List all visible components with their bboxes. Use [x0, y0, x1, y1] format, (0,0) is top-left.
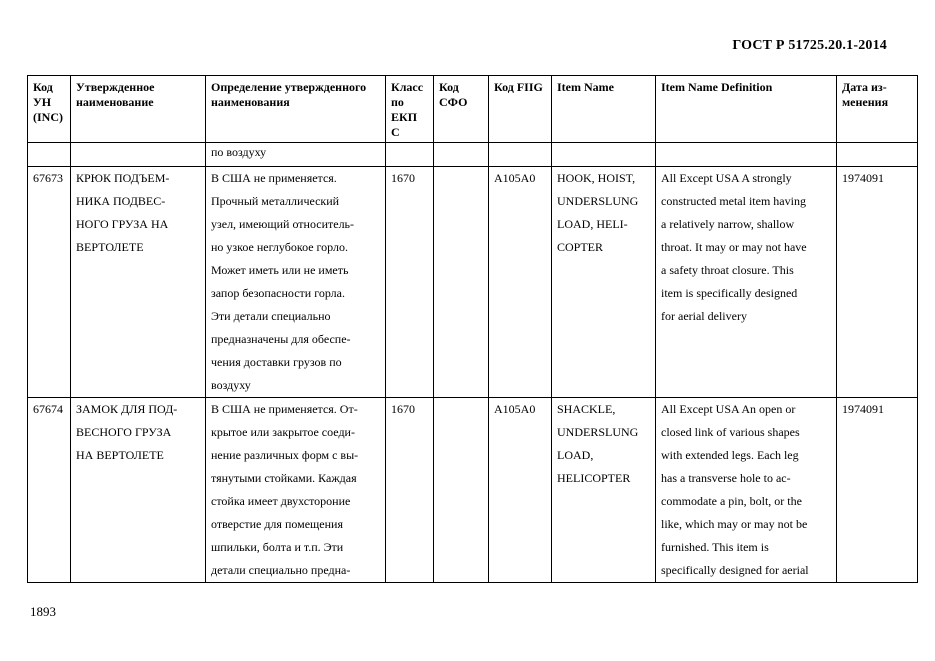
cell-line: Эти детали специально — [211, 309, 331, 323]
page-number: 1893 — [30, 604, 56, 619]
cell-line: has a transverse hole to ac- — [661, 471, 791, 485]
cell-line: LOAD, — [557, 448, 594, 462]
cell-line: ВЕСНОГО ГРУЗА — [76, 425, 172, 439]
cell-line: В США не применяется. — [211, 171, 337, 185]
cell-definition — [206, 398, 386, 583]
cell-fiig-code: A105A0 — [489, 167, 552, 398]
cell-line: стойка имеет двухстороние — [211, 494, 351, 508]
table-cell — [837, 143, 918, 167]
cell-line: ВЕРТОЛЕТЕ — [76, 240, 144, 254]
header-ekps-class: Класс по ЕКП С — [386, 76, 434, 143]
cell-line: В США не применяется. От- — [211, 402, 358, 416]
cell-line: LOAD, HELI- — [557, 217, 628, 231]
table-row — [28, 167, 918, 398]
cell-ekps-class: 1670 — [386, 167, 434, 398]
cell-line: чения доставки грузов по — [211, 355, 342, 369]
cell-change-date: 1974091 — [837, 167, 918, 398]
document-standard-number: ГОСТ Р 51725.20.1-2014 — [732, 38, 887, 53]
cell-sfo-code — [434, 398, 489, 583]
cell-line: commodate a pin, bolt, or the — [661, 494, 802, 508]
cell-line: шпильки, болта и т.п. Эти — [211, 540, 344, 554]
cell-line: КРЮК ПОДЪЕМ- — [76, 171, 170, 185]
cell-line: запор безопасности горла. — [211, 286, 345, 300]
header-approved-name: Утвержденное наименование — [71, 76, 206, 143]
table-cell — [386, 143, 434, 167]
cell-line: НОГО ГРУЗА НА — [76, 217, 169, 231]
cell-fiig-code: A105A0 — [489, 398, 552, 583]
cell-line: крытое или закрытое соеди- — [211, 425, 355, 439]
cell-line: HOOK, HOIST, — [557, 171, 636, 185]
cell-line: воздуху — [211, 378, 251, 392]
cell-inc: 67674 — [28, 398, 71, 583]
cell-ekps-class: 1670 — [386, 398, 434, 583]
cell-line: ЗАМОК ДЛЯ ПОД- — [76, 402, 178, 416]
table-row — [28, 398, 918, 583]
catalog-table — [27, 75, 918, 583]
continuation-row — [28, 143, 918, 167]
cell-line: детали специально предна- — [211, 563, 351, 577]
cell-line: constructed metal item having — [661, 194, 806, 208]
header-sfo-code: Код СФО — [434, 76, 489, 143]
cell-line: НИКА ПОДВЕС- — [76, 194, 166, 208]
cell-line: Может иметь или не иметь — [211, 263, 349, 277]
cell-item-name — [552, 167, 656, 398]
cell-line: a safety throat closure. This — [661, 263, 794, 277]
cell-sfo-code — [434, 167, 489, 398]
cell-line: furnished. This item is — [661, 540, 769, 554]
cell-line: with extended legs. Each leg — [661, 448, 799, 462]
cell-line: НА ВЕРТОЛЕТЕ — [76, 448, 164, 462]
cell-line: COPTER — [557, 240, 604, 254]
header-item-name-definition: Item Name Definition — [656, 76, 837, 143]
header-fiig-code: Код FIIG — [489, 76, 552, 143]
cell-line: All Except USA A strongly — [661, 171, 792, 185]
header-row — [28, 76, 918, 143]
cell-line: throat. It may or may not have — [661, 240, 807, 254]
cell-line: тянутыми стойками. Каждая — [211, 471, 357, 485]
cell-line: предназначены для обеспе- — [211, 332, 351, 346]
table-cell — [489, 143, 552, 167]
cell-item-definition — [656, 398, 837, 583]
cell-line: Прочный металлический — [211, 194, 340, 208]
header-inc: Код УН (INC) — [28, 76, 71, 143]
table-cell — [71, 143, 206, 167]
cell-line: closed link of various shapes — [661, 425, 800, 439]
cell-item-definition — [656, 167, 837, 398]
cell-line: но узкое неглубокое горло. — [211, 240, 348, 254]
header-change-date: Дата из-менения — [837, 76, 918, 143]
cell-line: нение различных форм с вы- — [211, 448, 359, 462]
cell-line: like, which may or may not be — [661, 517, 808, 531]
continuation-definition: по воздуху — [206, 143, 386, 167]
table-cell — [656, 143, 837, 167]
cell-approved-name — [71, 398, 206, 583]
header-item-name: Item Name — [552, 76, 656, 143]
cell-line: узел, имеющий относитель- — [211, 217, 355, 231]
cell-line: HELICOPTER — [557, 471, 631, 485]
cell-item-name — [552, 398, 656, 583]
table-cell — [28, 143, 71, 167]
header-definition: Определение утвержденного наименования — [206, 76, 386, 143]
cell-line: отверстие для помещения — [211, 517, 343, 531]
cell-line: item is specifically designed — [661, 286, 798, 300]
cell-inc: 67673 — [28, 167, 71, 398]
table-cell — [552, 143, 656, 167]
cell-line: for aerial delivery — [661, 309, 747, 323]
cell-line: SHACKLE, — [557, 402, 616, 416]
cell-approved-name — [71, 167, 206, 398]
cell-change-date: 1974091 — [837, 398, 918, 583]
cell-definition — [206, 167, 386, 398]
cell-line: a relatively narrow, shallow — [661, 217, 795, 231]
table-cell — [434, 143, 489, 167]
cell-line: All Except USA An open or — [661, 402, 796, 416]
cell-line: UNDERSLUNG — [557, 425, 639, 439]
cell-line: specifically designed for aerial — [661, 563, 809, 577]
cell-line: UNDERSLUNG — [557, 194, 639, 208]
